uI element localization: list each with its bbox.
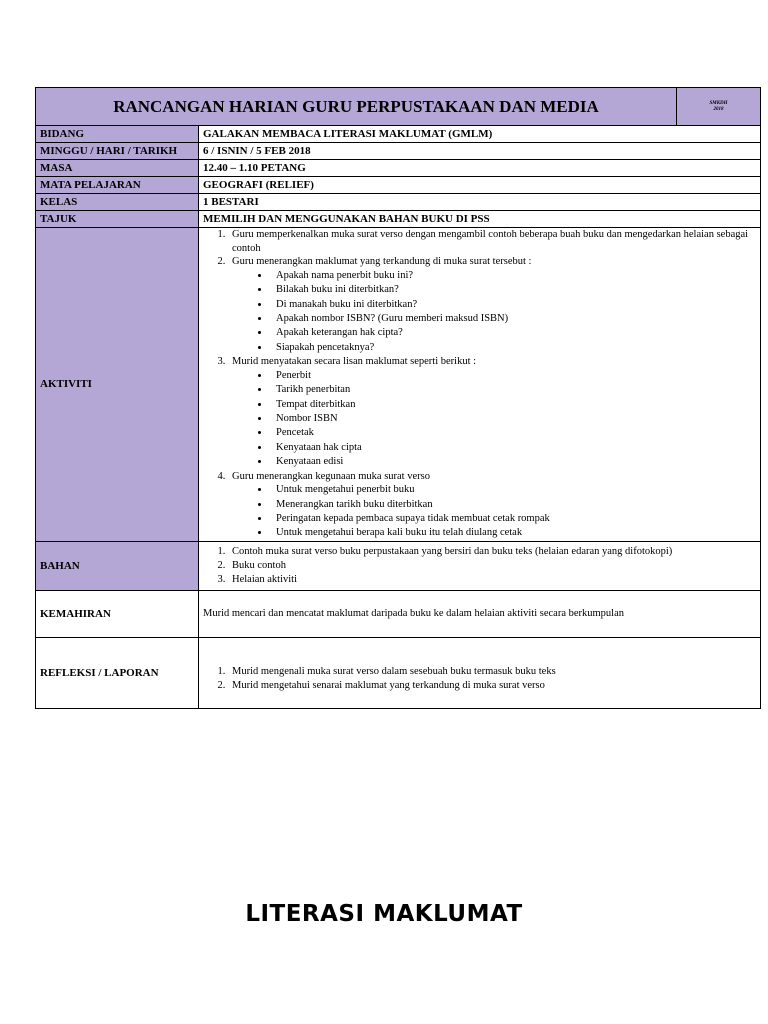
label-kelas: KELAS bbox=[36, 194, 199, 211]
step-text: Guru memperkenalkan muka surat verso dengan mengambil contoh beberapa buah buku dan mengedarkan helaian sebagai contoh bbox=[232, 229, 749, 254]
list-item: • Untuk mengetahui penerbit buku bbox=[270, 483, 756, 497]
list-item: • Kenyataan edisi bbox=[270, 455, 756, 469]
bahan-list bbox=[203, 545, 756, 586]
aktiviti-step bbox=[228, 355, 756, 469]
lesson-plan-table bbox=[35, 87, 761, 709]
list-item: • Apakah keterangan hak cipta? bbox=[270, 326, 756, 340]
value-mata-pelajaran: GEOGRAFI (RELIEF) bbox=[199, 177, 761, 194]
step-sublist bbox=[232, 369, 756, 470]
aktiviti-steps bbox=[203, 228, 756, 541]
row-refleksi bbox=[36, 637, 761, 708]
kemahiran-text: Murid mencari dan mencatat maklumat daripada buku ke dalam helaian aktiviti secara berkumpulan bbox=[199, 590, 761, 637]
row-aktiviti bbox=[36, 228, 761, 542]
school-code-name: SMKDH bbox=[709, 100, 728, 106]
row-bidang bbox=[36, 126, 761, 143]
list-item: • Untuk mengetahui berapa kali buku itu telah diulang cetak bbox=[270, 526, 756, 540]
row-kelas bbox=[36, 194, 761, 211]
aktiviti-step bbox=[228, 255, 756, 355]
list-item: 3. Helaian aktiviti bbox=[228, 573, 756, 587]
list-item: 2. Buku contoh bbox=[228, 559, 756, 573]
value-tajuk: MEMILIH DAN MENGGUNAKAN BAHAN BUKU DI PSS bbox=[199, 211, 761, 228]
header-row bbox=[36, 88, 761, 126]
list-item: 1. Murid mengenali muka surat verso dalam sesebuah buku termasuk buku teks bbox=[228, 665, 756, 679]
value-kelas: 1 BESTARI bbox=[199, 194, 761, 211]
bahan-content bbox=[199, 541, 761, 590]
school-code bbox=[677, 88, 761, 126]
row-tajuk bbox=[36, 211, 761, 228]
row-kemahiran bbox=[36, 590, 761, 637]
plan-title: RANCANGAN HARIAN GURU PERPUSTAKAAN DAN MEDIA bbox=[36, 88, 677, 126]
row-bahan bbox=[36, 541, 761, 590]
school-code-year: 2018 bbox=[713, 106, 724, 112]
list-item: • Tarikh penerbitan bbox=[270, 383, 756, 397]
label-kemahiran: KEMAHIRAN bbox=[36, 590, 199, 637]
list-item: • Di manakah buku ini diterbitkan? bbox=[270, 298, 756, 312]
label-mata-pelajaran: MATA PELAJARAN bbox=[36, 177, 199, 194]
label-tajuk: TAJUK bbox=[36, 211, 199, 228]
value-minggu: 6 / ISNIN / 5 FEB 2018 bbox=[199, 143, 761, 160]
aktiviti-step bbox=[228, 228, 756, 255]
step-sublist bbox=[232, 269, 756, 355]
label-bidang: BIDANG bbox=[36, 126, 199, 143]
value-masa: 12.40 – 1.10 PETANG bbox=[199, 160, 761, 177]
label-minggu: MINGGU / HARI / TARIKH bbox=[36, 143, 199, 160]
row-masa bbox=[36, 160, 761, 177]
list-item: 2. Murid mengetahui senarai maklumat yang terkandung di muka surat verso bbox=[228, 679, 756, 693]
label-refleksi: REFLEKSI / LAPORAN bbox=[36, 637, 199, 708]
aktiviti-step bbox=[228, 470, 756, 541]
row-minggu bbox=[36, 143, 761, 160]
list-item: • Penerbit bbox=[270, 369, 756, 383]
label-aktiviti: AKTIVITI bbox=[36, 228, 199, 542]
list-item: • Peringatan kepada pembaca supaya tidak membuat cetak rompak bbox=[270, 512, 756, 526]
list-item: • Bilakah buku ini diterbitkan? bbox=[270, 283, 756, 297]
footer-title: LITERASI MAKLUMAT bbox=[245, 901, 523, 927]
list-item: • Tempat diterbitkan bbox=[270, 398, 756, 412]
label-masa: MASA bbox=[36, 160, 199, 177]
value-bidang: GALAKAN MEMBACA LITERASI MAKLUMAT (GMLM) bbox=[199, 126, 761, 143]
list-item: • Apakah nombor ISBN? (Guru memberi maksud ISBN) bbox=[270, 312, 756, 326]
step-text: Guru menerangkan kegunaan muka surat verso bbox=[232, 470, 430, 482]
refleksi-list bbox=[203, 665, 756, 692]
list-item: • Menerangkan tarikh buku diterbitkan bbox=[270, 498, 756, 512]
list-item: • Nombor ISBN bbox=[270, 412, 756, 426]
step-text: Murid menyatakan secara lisan maklumat seperti berikut : bbox=[232, 356, 477, 368]
refleksi-content bbox=[199, 637, 761, 708]
label-bahan: BAHAN bbox=[36, 541, 199, 590]
list-item: • Siapakah pencetaknya? bbox=[270, 341, 756, 355]
list-item: • Apakah nama penerbit buku ini? bbox=[270, 269, 756, 283]
aktiviti-content bbox=[199, 228, 761, 542]
row-mata-pelajaran bbox=[36, 177, 761, 194]
list-item: • Pencetak bbox=[270, 426, 756, 440]
list-item: • Kenyataan hak cipta bbox=[270, 441, 756, 455]
step-sublist bbox=[232, 483, 756, 541]
list-item: 1. Contoh muka surat verso buku perpustakaan yang bersiri dan buku teks (helaian edaran yang difotokopi) bbox=[228, 545, 756, 559]
step-text: Guru menerangkan maklumat yang terkandung di muka surat tersebut : bbox=[232, 256, 532, 268]
